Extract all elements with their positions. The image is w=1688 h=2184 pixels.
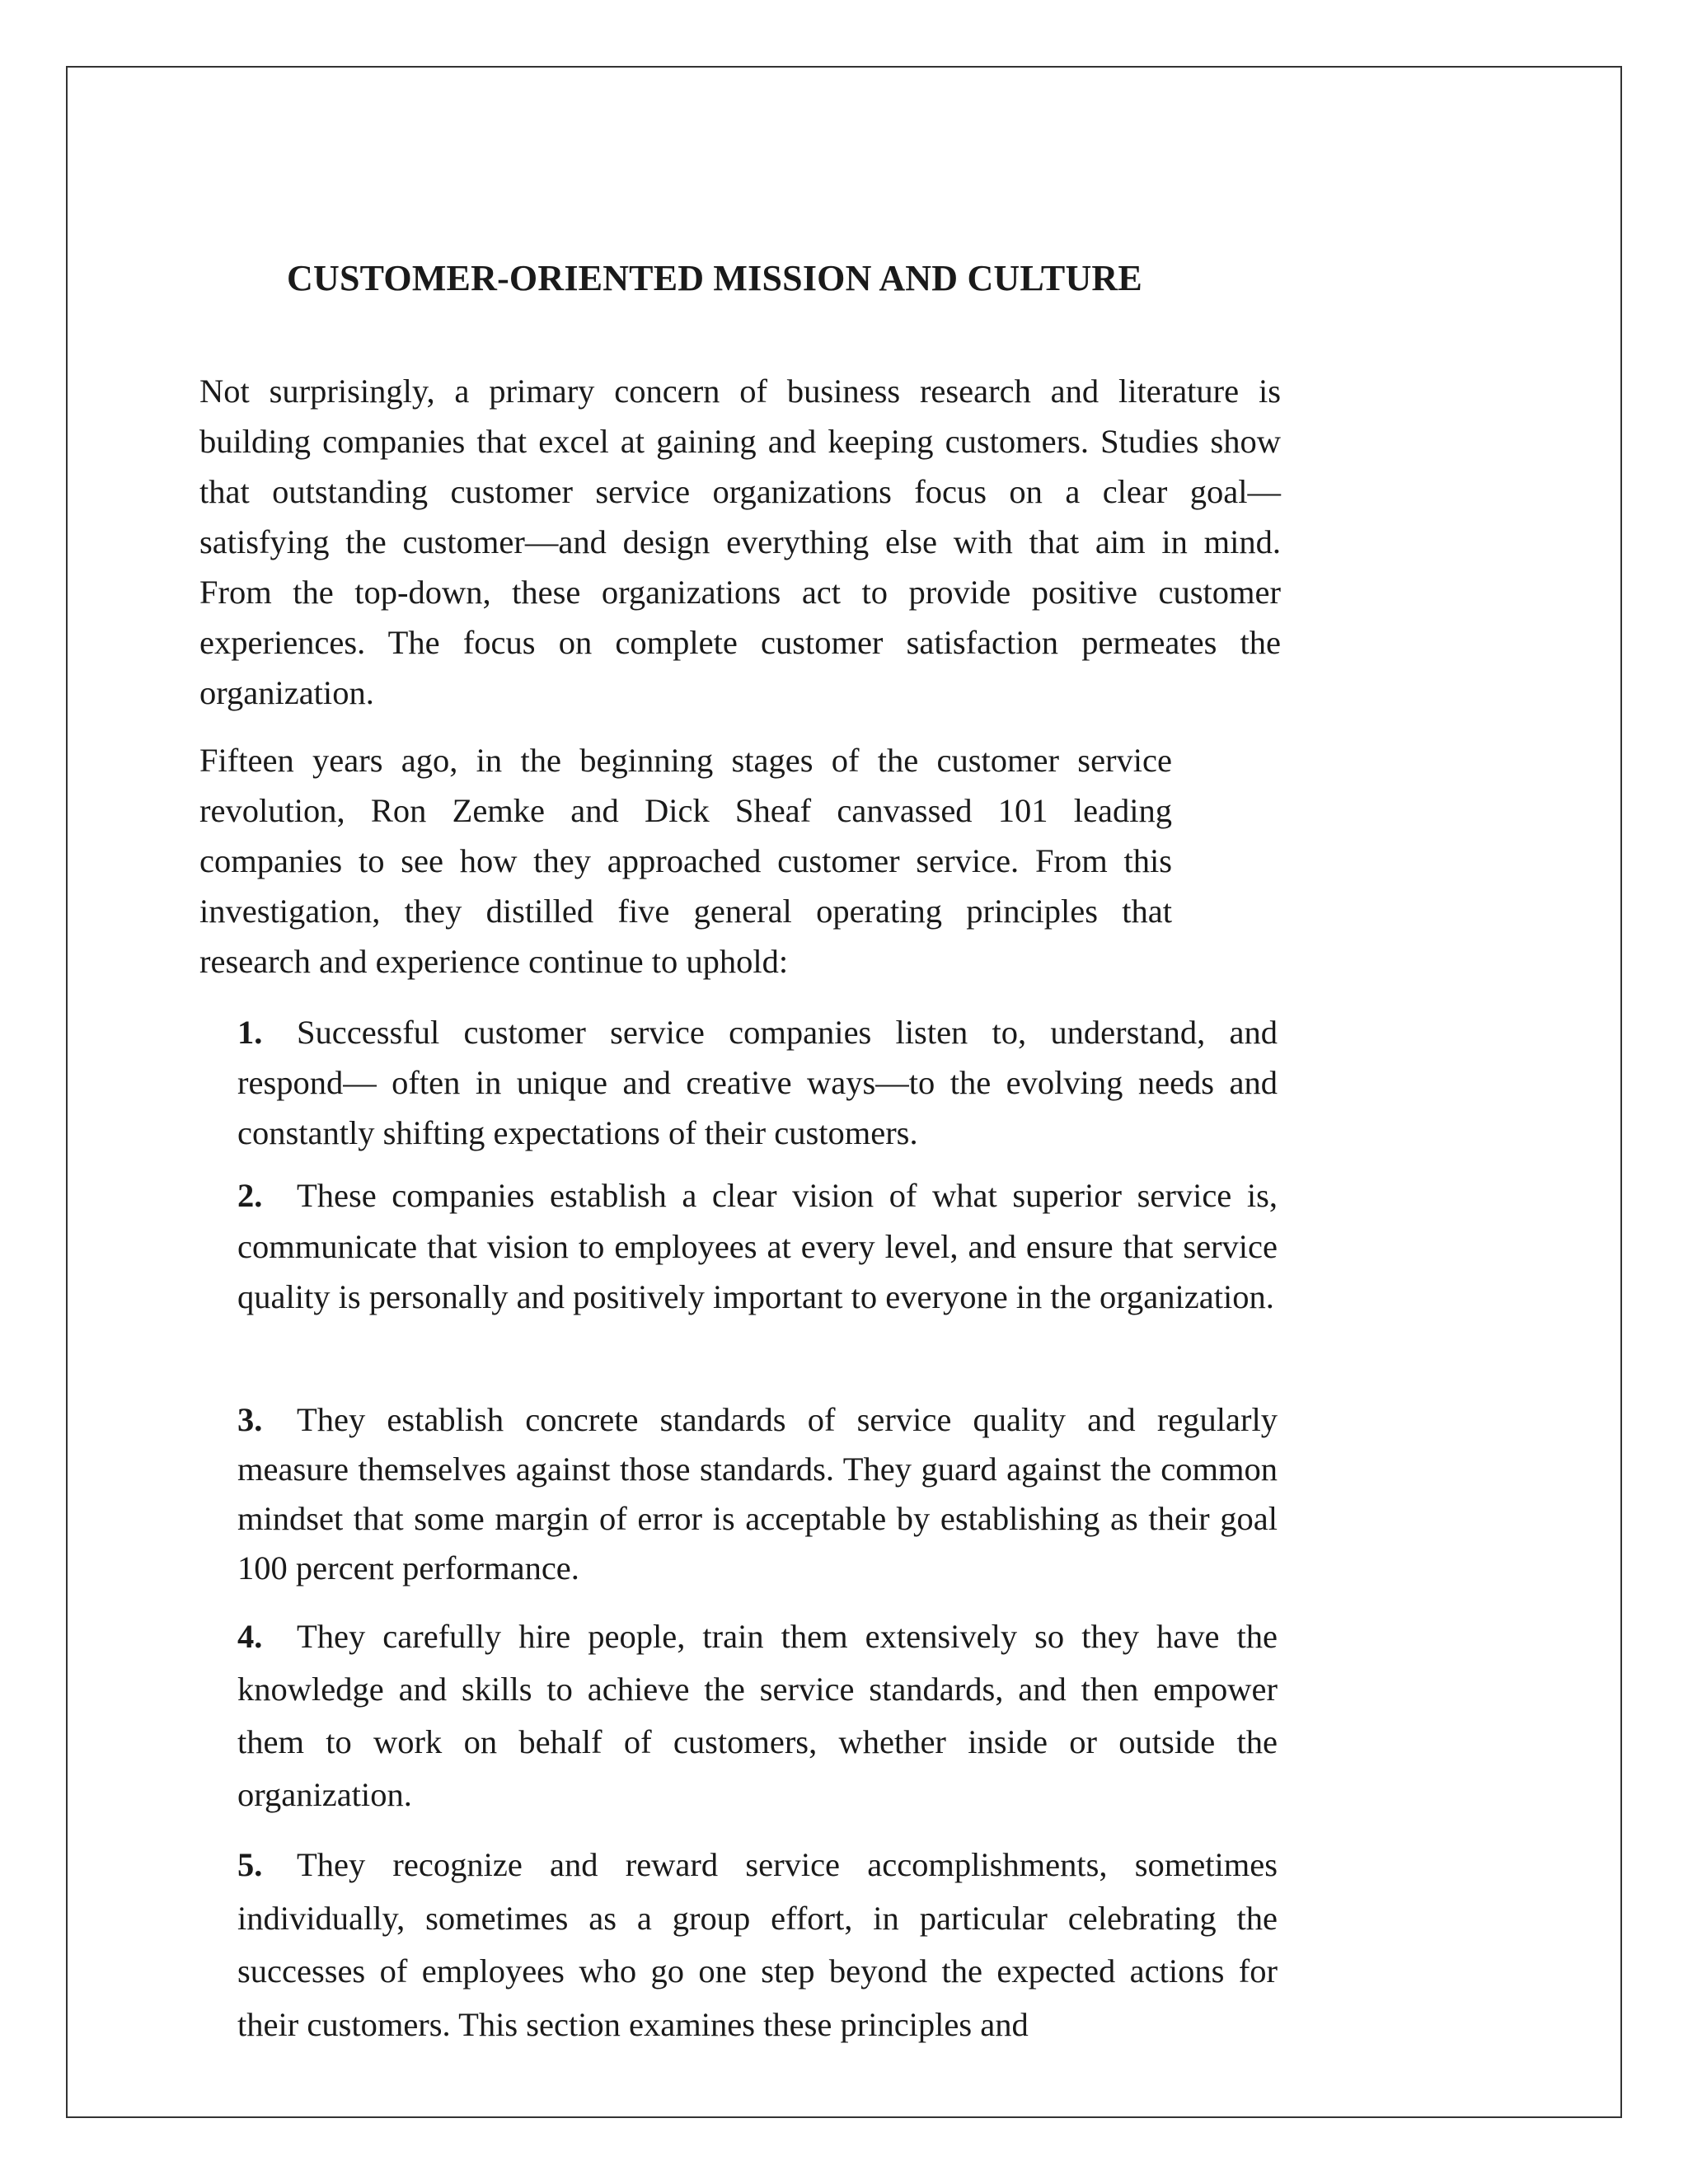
- principle-number: 1.: [237, 1014, 263, 1051]
- principle-text: They recognize and reward service accomplishments, sometimes individually, sometimes as a group effort, in particular celebrating the successes of employees who go one step beyond the expected actions for their customers. This section examines these principles and: [237, 1846, 1278, 2043]
- principle-item: [237, 1610, 1278, 1821]
- principle-number: 4.: [237, 1618, 263, 1655]
- principle-item: [237, 1170, 1278, 1323]
- principle-text: These companies establish a clear vision of what superior service is, communicate that vision to employees at every level, and ensure that service quality is personally and positively important to everyone in the organization.: [237, 1177, 1278, 1315]
- principle-item: [237, 1007, 1278, 1158]
- principle-number: 3.: [237, 1401, 263, 1438]
- principle-item: [237, 1395, 1278, 1593]
- document-title: CUSTOMER-ORIENTED MISSION AND CULTURE: [287, 258, 1142, 298]
- intro-paragraph: Not surprisingly, a primary concern of business research and literature is building companies that excel at gaining and keeping customers. Studies show that outstanding customer service organizations focus on a clear goal—satisfying the customer—and design everything else with that aim in mind. From the top-down, these organizations act to provide positive customer experiences. The focus on complete customer satisfaction permeates the organization.: [199, 373, 1281, 711]
- principle-item: [237, 1839, 1278, 2051]
- background-paragraph: Fifteen years ago, in the beginning stages of the customer service revolution, Ron Zemke and Dick Sheaf canvassed 101 leading companies to see how they approached customer service. From this investigation, they distilled five general operating principles that research and experience continue to uphold:: [199, 742, 1172, 980]
- principle-text: They establish concrete standards of service quality and regularly measure themselves against those standards. They guard against the common mindset that some margin of error is acceptable by establishing as their goal 100 percent performance.: [237, 1401, 1278, 1586]
- principle-text: Successful customer service companies listen to, understand, and respond— often in unique and creative ways—to the evolving needs and constantly shifting expectations of their customers.: [237, 1014, 1278, 1151]
- principle-number: 2.: [237, 1177, 263, 1214]
- principle-text: They carefully hire people, train them extensively so they have the knowledge and skills to achieve the service standards, and then empower them to work on behalf of customers, whether inside or outside the organization.: [237, 1618, 1278, 1813]
- principle-number: 5.: [237, 1846, 263, 1883]
